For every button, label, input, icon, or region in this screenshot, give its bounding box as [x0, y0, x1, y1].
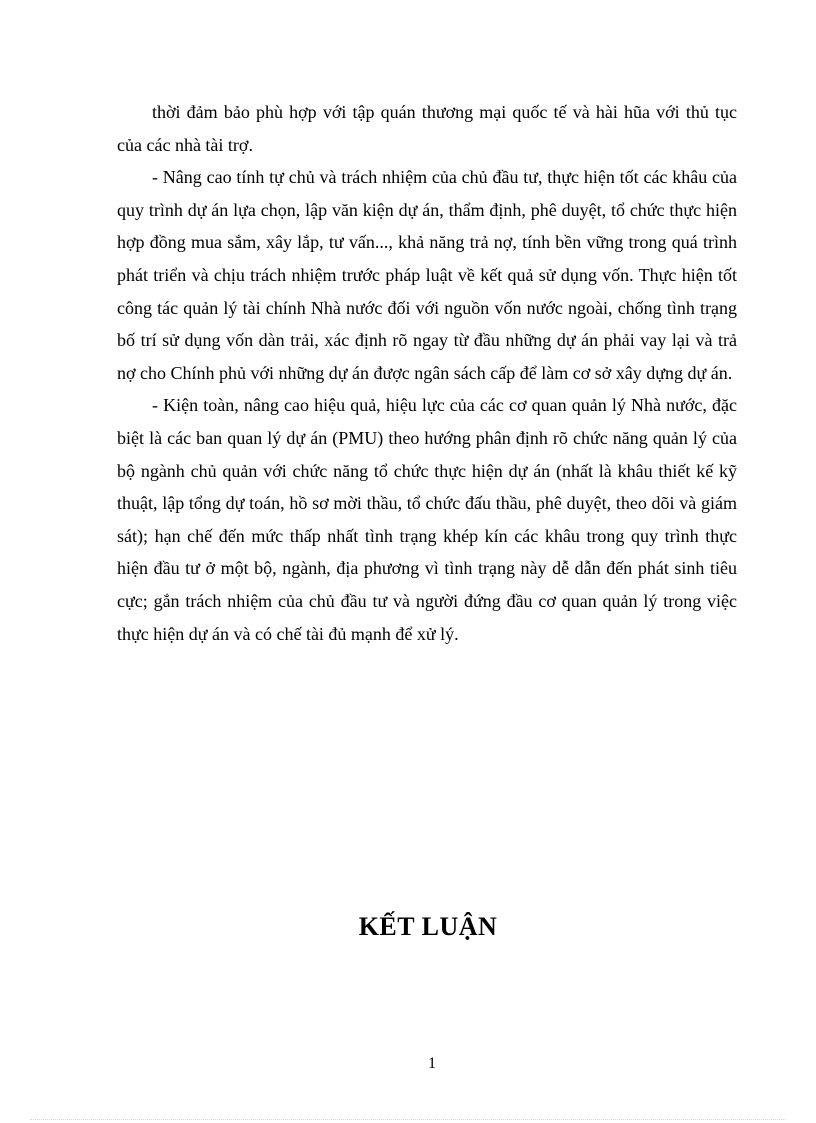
paragraph-management-agencies: - Kiện toàn, nâng cao hiệu quả, hiệu lực của các cơ quan quản lý Nhà nước, đặc biệt là các ban quan lý dự án (PMU) theo hướng phân định rõ chức năng quản lý của bộ ngành chủ quản với chức năng tổ chức thực hiện dự án (nhất là khâu thiết kế kỹ thuật, lập tổng dự toán, hồ sơ mời thầu, tổ chức đấu thầu, phê duyệt, theo dõi và giám sát); hạn chế đến mức thấp nhất tình trạng khép kín các khâu trong quy trình thực hiện đầu tư ở một bộ, ngành, địa phương vì tình trạng này dễ dẫn đến phát sinh tiêu cực; gắn trách nhiệm của chủ đầu tư và người đứng đầu cơ quan quản lý trong việc thực hiện dự án và có chế tài đủ mạnh để xử lý.	[117, 395, 737, 644]
paragraph-continuation: thời đảm bảo phù hợp với tập quán thương mại quốc tế và hài hũa với thủ tục của các nhà tài trợ.	[117, 102, 737, 155]
page-bottom-edge	[30, 1119, 786, 1120]
conclusion-heading: KẾT LUẬN	[358, 912, 498, 941]
page-number: 1	[428, 1055, 436, 1072]
paragraph-owner-responsibility: - Nâng cao tính tự chủ và trách nhiệm của chủ đầu tư, thực hiện tốt các khâu của quy trình dự án lựa chọn, lập văn kiện dự án, thẩm định, phê duyệt, tổ chức thực hiện hợp đồng mua sắm, xây lắp, tư vấn..., khả năng trả nợ, tính bền vững trong quá trình phát triển và chịu trách nhiệm trước pháp luật về kết quả sử dụng vốn. Thực hiện tốt công tác quản lý tài chính Nhà nước đối với nguồn vốn nước ngoài, chống tình trạng bố trí sử dụng vốn dàn trải, xác định rõ ngay từ đầu những dự án phải vay lại và trả nợ cho Chính phủ với những dự án được ngân sách cấp để làm cơ sở xây dựng dự án.	[117, 167, 737, 383]
body-text	[117, 96, 737, 650]
